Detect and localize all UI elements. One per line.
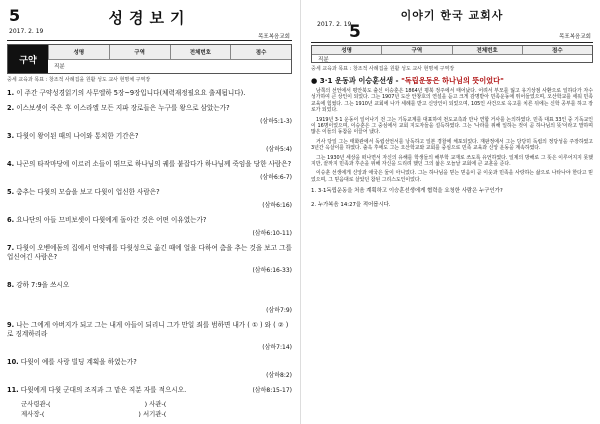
question-10 xyxy=(7,358,292,380)
left-header xyxy=(7,4,292,40)
question-ref: (삼하5:1-3) xyxy=(260,118,292,125)
info-table xyxy=(7,44,292,74)
question-text: 춤추는 다윗의 모습을 보고 다윗이 업신한 사람은? xyxy=(16,188,160,196)
subline: 중세 교육과 목표 : 창조적 사례집을 원활 성도 교사 현명체 구역장 xyxy=(7,77,151,83)
question-number: 1. xyxy=(7,89,15,97)
table-row xyxy=(312,54,592,63)
question-ref: (삼하6:6-7) xyxy=(260,174,292,181)
article-paragraph: 남쪽의 선언에서 평안북도 출신 이승훈은 1864년 평북 정주에서 태어났다. 어려서 부모를 잃고 유기상점 사환으로 일하다가 자수성가하여 큰 상인이 되었다. 그는 1907년 도산 안창호의 연설을 듣고 크게 감명받아 민족운동에 뛰어들었으며, 오산학교를 세워 민족 교육에 힘썼다. 그는 1910년 교회에 나가 세례를 받고 신앙인이 되었으며, 105인 사건으로 옥고를 치른 뒤에는 신학 공부를 하고 장로가 되었다. xyxy=(311,88,593,114)
th-number: 전체번호 xyxy=(452,46,522,54)
question-text: 나곤의 타작마당에 이르러 소들이 뛰므로 하나님의 궤를 붙잡다가 하나님께 죽임을 당한 사람은? xyxy=(16,160,292,168)
page-title: 성경보기 xyxy=(108,9,191,27)
question-number: 7. xyxy=(7,244,15,252)
subline: 중세 교육과 목표 : 창조적 사례집을 원활 성도 교사 현명체 구역장 xyxy=(311,66,455,72)
article-paragraph: 1919년 3·1 운동이 일어나기 전 그는 기독교계를 대표하여 천도교측과 만나 연합 거사를 논의하였다. 민족 대표 33인 중 기독교인이 16명이었으며, 이승훈은 그 중심에서 교회 지도자들을 설득하였다. 그는 '나라를 위해 일하는 것이 곧 하나님의 뜻'이라고 말하며 많은 이들의 동참을 이끌어 냈다. xyxy=(311,116,593,136)
question-7 xyxy=(7,244,292,275)
blank-label: 제사장-( xyxy=(21,410,45,418)
blank-label: ) 서기관-( xyxy=(138,410,167,418)
question-5 xyxy=(7,188,292,210)
publisher: 목포복음교회 xyxy=(559,34,591,40)
question-text: 강하 7:9을 쓰시오 xyxy=(16,281,70,289)
question-ref: (삼하6:16) xyxy=(262,202,292,209)
question-number: 11. xyxy=(7,386,19,394)
issue-number: 5 xyxy=(9,6,21,25)
issue-number: 5 xyxy=(349,22,361,42)
article-paragraph: 그는 1930년 세상을 떠나면서 자신의 유해를 학생들의 해부학 교재로 쓰도록 유언하였다. 일제의 방해로 그 뜻은 이루어지지 못했지만, 끝까지 민족과 후손을 위해 자신을 드리려 했던 그의 삶은 오늘날 교회에 큰 교훈을 준다. xyxy=(311,154,593,168)
th-group: 구역 xyxy=(109,45,170,59)
headline-text: "독립운동은 하나님의 뜻이었다" xyxy=(401,76,504,85)
question-1 xyxy=(7,89,292,98)
table-row xyxy=(48,59,291,74)
question-4 xyxy=(7,160,292,182)
question-ref: (삼하7:9) xyxy=(266,307,292,314)
question-11 xyxy=(7,386,292,395)
headline-bullet: ● 3·1 운동과 이승훈선생 - xyxy=(311,76,399,85)
row-label: 직분 xyxy=(318,57,329,63)
th-name: 성명 xyxy=(312,46,381,54)
th-number: 전체번호 xyxy=(170,45,231,59)
question-text: 다윗이 오벧에돔의 집에서 언약궤를 다윗성으로 옮긴 때에 얼을 다하여 춤을 추는 것을 보고 그를 업신여긴 사람은? xyxy=(7,244,292,261)
question-8 xyxy=(7,281,292,315)
th-name: 성명 xyxy=(48,45,109,59)
blank-label: 군사령관-( xyxy=(21,400,51,408)
question-2 xyxy=(7,104,292,126)
question-text: 이스보셋이 죽은 후 이스라엘 모든 지파 장로들은 누구를 왕으로 삼았는가? xyxy=(16,104,230,112)
page-title: 이야기 한국 교회사 xyxy=(400,9,504,22)
th-score: 점수 xyxy=(230,45,291,59)
th-score: 점수 xyxy=(522,46,592,54)
article-paragraph: 이승훈 선생에게 신앙과 애국은 둘이 아니었다. 그는 하나님을 믿는 믿음이 곧 이웃과 민족을 사랑하는 삶으로 나타나야 한다고 믿었으며, 그 믿음대로 살았던 참된 그리스도인이었다. xyxy=(311,170,593,183)
right-header xyxy=(311,4,593,42)
question-number: 9. xyxy=(7,321,15,329)
table-header-row xyxy=(312,46,592,54)
question-text: 나는 그에게 아버지가 되고 그는 내게 아들이 되리니 그가 만일 죄를 범하면 내가 ( ① ) 와 ( ② ) 로 징계하리라 xyxy=(7,321,289,338)
article-headline xyxy=(311,76,593,86)
question-text: 이 주간 구약성경읽기의 사무엘하 5장~9장입니다(체력재정필요요 출제됩니다). xyxy=(16,89,246,97)
question-number: 5. xyxy=(7,188,15,196)
question-ref: (삼하8:2) xyxy=(266,372,292,379)
th-group: 구역 xyxy=(381,46,451,54)
question-9 xyxy=(7,321,292,352)
publisher: 목포복음교회 xyxy=(258,34,290,40)
issue-date: 2017. 2. 19 xyxy=(317,21,352,28)
header-rule xyxy=(311,42,593,43)
section-label: 구약 xyxy=(8,45,48,73)
right-page xyxy=(300,0,600,424)
question-ref: (삼하6:16-33) xyxy=(252,267,292,274)
header-rule xyxy=(7,40,292,41)
question-3 xyxy=(7,132,292,154)
review-question-1: 1. 3·1독립운동을 처음 계획하고 이승훈선생에게 협력을 요청한 사람은 누구인가? xyxy=(311,188,503,195)
article-paragraph: 거사 당일 그는 태화관에서 독립선언서를 낭독하고 일본 경찰에 체포되었다. 재판정에서 그는 당당히 독립의 정당성을 주장하였고 3년간 옥살이를 하였다. 출옥 후에도 그는 오산학교와 교회를 중심으로 민족 교육과 신앙 운동을 계속하였다. xyxy=(311,138,593,152)
question-number: 10. xyxy=(7,358,19,366)
row-label: 직분 xyxy=(54,64,65,71)
question-ref: (삼하5:4) xyxy=(266,146,292,153)
question-text: 다윗이 왕이된 때의 나이와 통치한 기간은? xyxy=(16,132,139,140)
question-number: 2. xyxy=(7,104,15,112)
question-ref: (삼하6:10-11) xyxy=(252,230,292,237)
question-number: 4. xyxy=(7,160,15,168)
question-number: 3. xyxy=(7,132,15,140)
review-question-2: 2. 누가복음 14:27을 적어봅시다. xyxy=(311,202,391,209)
question-ref: (삼하7:14) xyxy=(262,344,292,351)
question-text: 다윗에게 다윗 군대의 조직과 그 맡은 직분 자를 적으시오. xyxy=(20,386,187,394)
question-number: 6. xyxy=(7,216,15,224)
article-body xyxy=(311,88,593,183)
blank-row xyxy=(7,409,292,419)
question-number: 8. xyxy=(7,281,15,289)
answer-blanks xyxy=(7,399,292,419)
issue-date: 2017. 2. 19 xyxy=(9,28,44,35)
review-questions xyxy=(311,187,593,209)
question-text: 요나단의 아들 므비보셋이 다윗에게 돌아간 것은 어떤 이유였는가? xyxy=(16,216,207,224)
table-header-row xyxy=(48,45,291,59)
question-ref: (삼하8:15-17) xyxy=(252,387,292,394)
question-text: 다윗이 예를 사랑 빌딩 계획을 하였는가? xyxy=(20,358,137,366)
blank-label: ) 사관-( xyxy=(144,400,167,408)
question-6 xyxy=(7,216,292,238)
info-table xyxy=(311,45,593,63)
blank-row xyxy=(7,399,292,409)
